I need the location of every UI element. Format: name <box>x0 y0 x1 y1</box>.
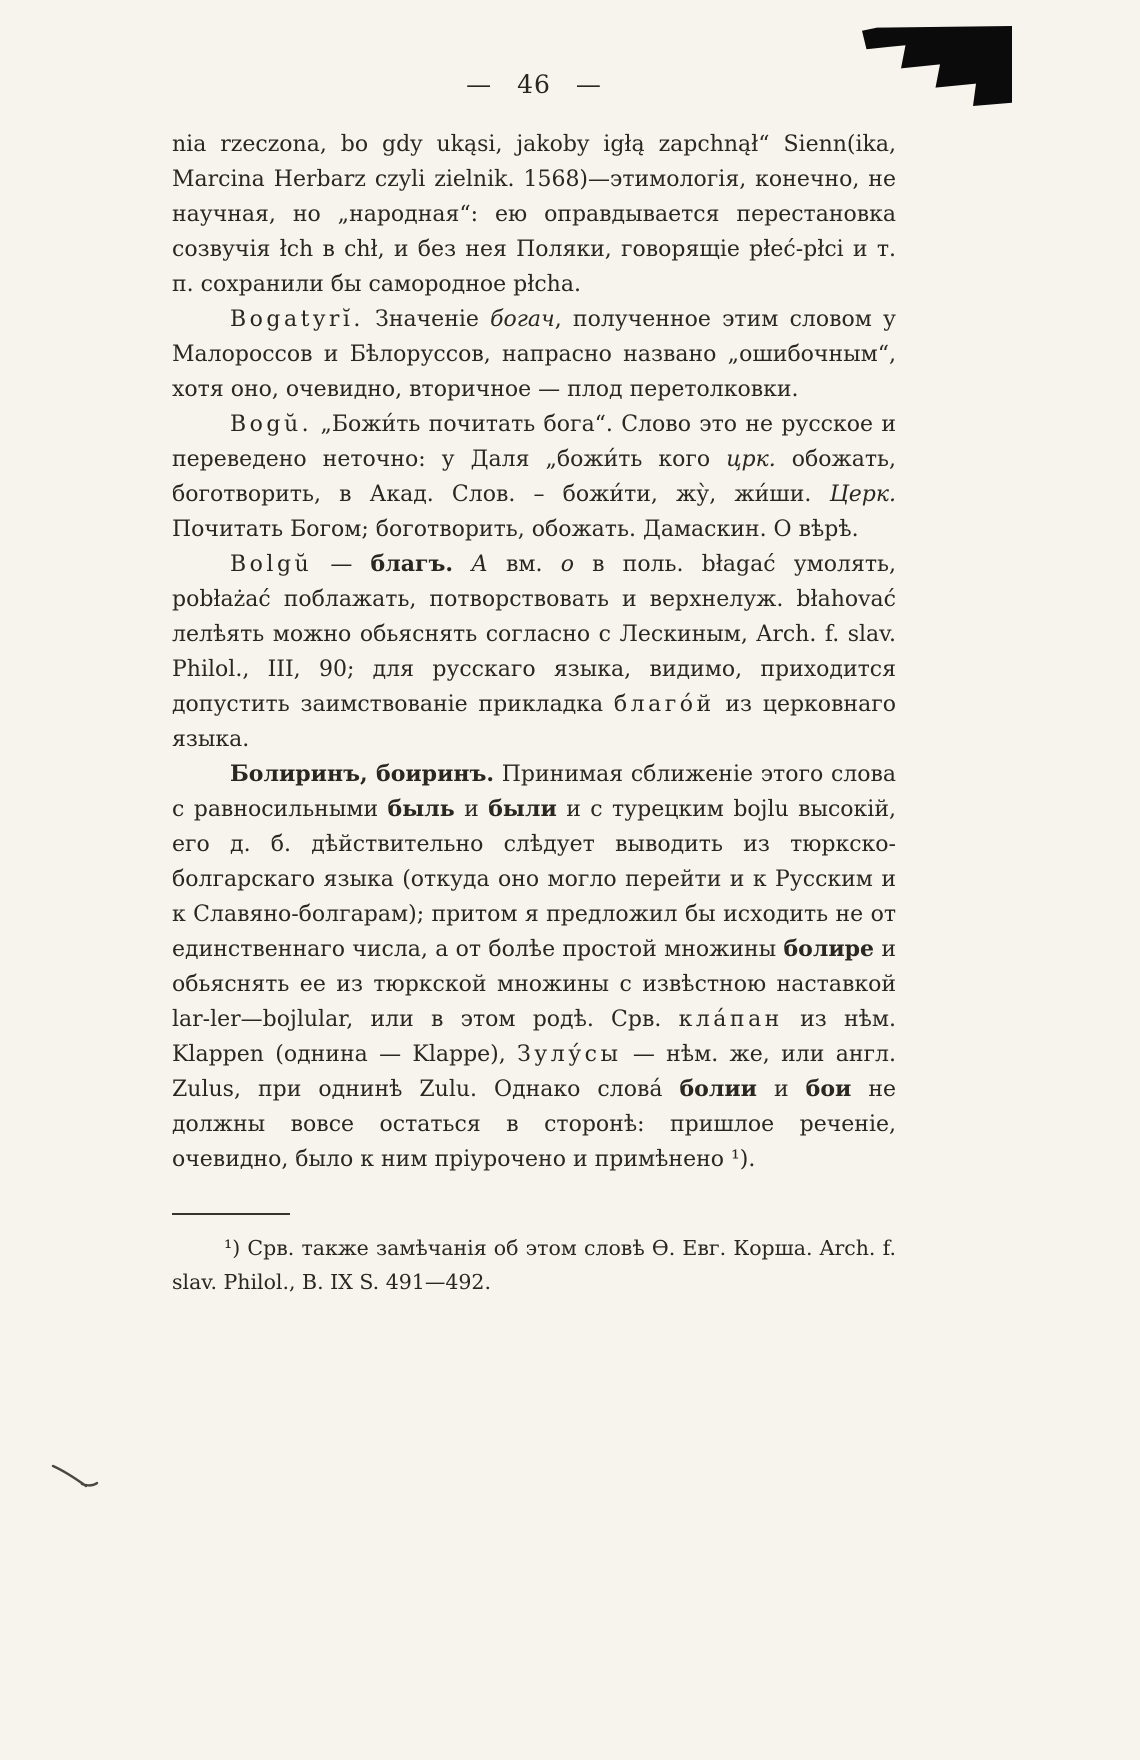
text-segment-normal: и <box>756 1077 806 1102</box>
text-segment-spaced: кла́пан <box>678 1007 783 1032</box>
paragraph <box>172 547 896 757</box>
text-segment-normal: — <box>312 552 371 577</box>
text-segment-spaced: Зулу́сы <box>517 1042 622 1067</box>
text-segment-normal: ¹) Срв. также замѣчанія об этом словѣ Ѳ. Евг. Корша. Arch. f. slav. Philol., B. IX S. 491—492. <box>172 1236 896 1294</box>
text-segment-bold: болии <box>679 1076 757 1102</box>
text-segment-spaced: Bogatyrĭ. <box>230 307 364 332</box>
text-segment-normal: , полученное этим словом у Малороссов и Бѣлоруссов, напрасно названо „ошибочным“, хотя оно, очевидно, вторичное — плод перетолковки. <box>172 307 896 402</box>
text-segment-normal: и с турецким bojlu высокій, его д. б. дѣйствительно слѣдует выводить из тюркско-болгарскаго языка (откуда оно могло перейти и к Русским и к Славяно-болгарам); притом я предложил бы исходить не от единственнаго числа, а от болѣе простой множины <box>172 797 896 962</box>
text-segment-bold: бои <box>805 1076 852 1102</box>
text-segment-italic: црк. <box>726 447 776 472</box>
text-segment-bold: были <box>488 796 557 822</box>
footnote <box>172 1231 896 1299</box>
paragraph <box>172 757 896 1177</box>
body-text <box>172 127 896 1177</box>
text-segment-italic: Церк. <box>829 482 896 507</box>
footnote-paragraph <box>172 1231 896 1299</box>
text-segment-spaced: Bolgŭ <box>230 552 313 577</box>
text-segment-normal: nia rzeczona, bo gdy ukąsi, jakoby igłą zapchnął“ Sienn(ika, Marcina Herbarz czyli zielnik. 1568)—этимологія, конечно, не научная, но „народная“: ею оправдывается перестановка созвучія łch в chł, и без нея Поляки, говорящіе płeć-płci и т. п. сохранили бы самородное płcha. <box>172 132 896 297</box>
text-segment-italic: богач <box>490 307 555 332</box>
text-segment-normal: вм. <box>487 552 561 577</box>
text-segment-normal: и <box>454 797 489 822</box>
paragraph <box>172 302 896 407</box>
text-segment-normal: и обьяснять ее из тюркской множины с извѣстною наставкой lar-ler—bojlular, или в этом родѣ. Срв. <box>172 937 897 1032</box>
text-segment-normal: не должны вовсе остаться в сторонѣ: пришлое реченіе, очевидно, было к ним пріурочено и примѣнено ¹). <box>172 1077 896 1172</box>
text-segment-bold: Болиринъ, боиринъ. <box>230 761 495 787</box>
text-segment-normal: Принимая сближеніе этого слова с равносильными <box>172 762 896 822</box>
text-segment-normal: Значеніе <box>363 307 491 332</box>
text-segment-normal: „Божи́ть почитать бога“. Слово это не русское и переведено неточно: у Даля „божи́ть кого <box>172 412 896 472</box>
text-segment-bold: благъ. <box>370 551 454 577</box>
text-segment-normal <box>453 552 471 577</box>
text-segment-bold: болире <box>783 936 875 962</box>
page-number: — 46 — <box>466 70 602 99</box>
text-segment-normal: обожать, боготворить, в Акад. Слов. – божи́ти, жу̀, жи́ши. <box>172 447 897 507</box>
pen-mark-artifact <box>50 1460 100 1494</box>
text-segment-spaced: Bogŭ. <box>230 412 313 437</box>
text-column <box>172 70 896 1299</box>
text-segment-normal: из церковнаго языка. <box>172 692 896 752</box>
text-segment-italic: А <box>471 552 488 577</box>
text-segment-normal: в поль. błagać умолять, pobłażać поблажать, потворствовать и верхнелуж. błahovać лелѣять можно обьяснять согласно с Лескиным, Arch. f. slav. Philol., III, 90; для русскаго языка, видимо, приходится допустить заимствованіе прикладка <box>172 552 896 717</box>
footnote-separator <box>172 1213 290 1215</box>
text-segment-normal: из нѣм. Klappen (однина — Klappe), <box>172 1007 896 1067</box>
paragraph <box>172 127 896 302</box>
text-segment-normal: Почитать Богом; боготворить, обожать. Дамаскин. О вѣрѣ. <box>172 517 859 542</box>
text-segment-bold: быль <box>387 796 455 822</box>
text-segment-normal: — нѣм. же, или англ. Zulus, при однинѣ Zulu. Однако слова́ <box>172 1042 897 1102</box>
text-segment-italic: о <box>560 552 574 577</box>
paragraph <box>172 407 896 547</box>
text-segment-spaced: благо́й <box>613 692 715 717</box>
